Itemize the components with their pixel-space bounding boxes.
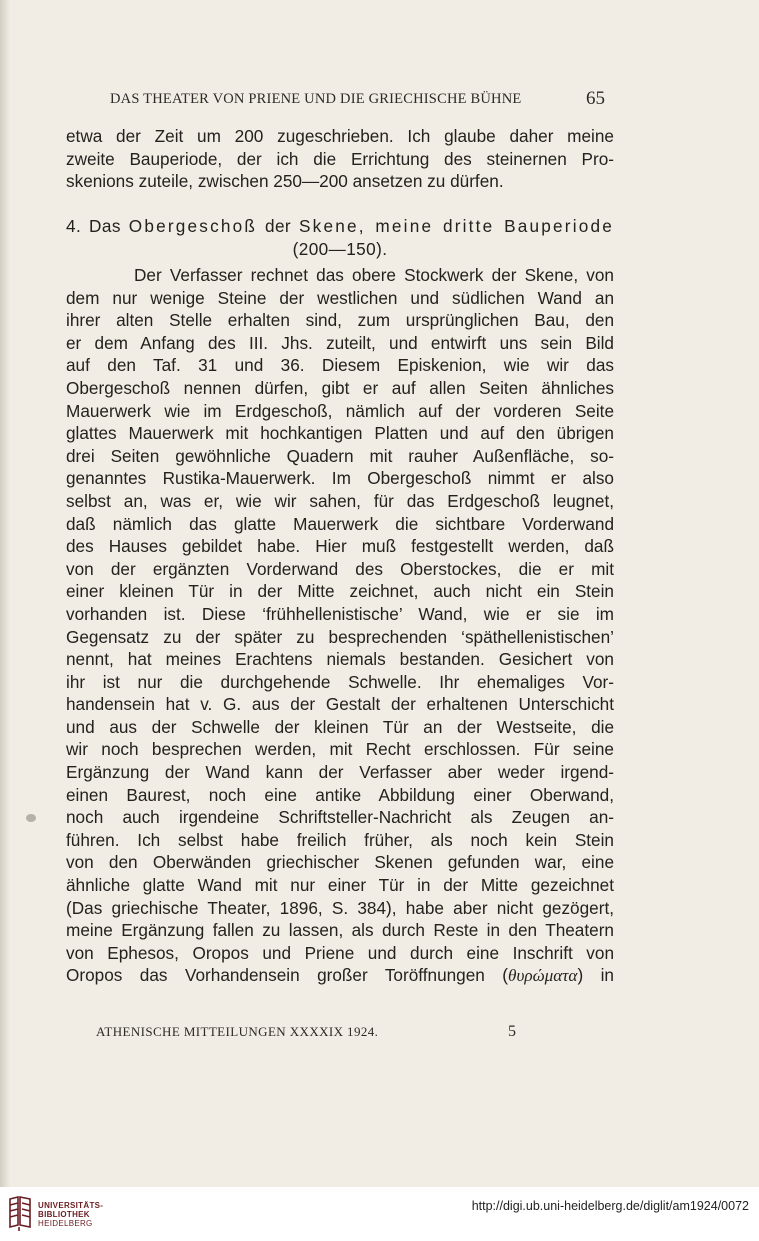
text-line: noch auch irgendeine Schriftsteller-Nachricht als Zeugen an- xyxy=(66,807,614,828)
section-heading xyxy=(66,215,614,260)
text-line: des Hauses gebildet habe. Hier muß festgestellt werden, daß xyxy=(66,536,614,557)
paragraph-2 xyxy=(66,264,614,987)
text-line: zweite Bauperiode, der ich die Errichtung des steinernen Pro- xyxy=(66,148,614,169)
text-line-with-greek: Oropos das Vorhandensein großer Toröffnungen (θυρώματα) in xyxy=(66,965,614,986)
text-line: meine Ergänzung fallen zu lassen, als durch Reste in den Theatern xyxy=(66,920,614,941)
text-line: ähnliche glatte Wand mit nur einer Tür in der Mitte gezeichnet xyxy=(66,875,614,896)
text-line: skenions zuteile, zwischen 250—200 ansetzen zu dürfen. xyxy=(66,171,504,192)
library-name[interactable]: UNIVERSITÄTS- BIBLIOTHEK HEIDELBERG xyxy=(38,1201,104,1228)
paragraph-1 xyxy=(66,125,614,193)
text-line: vorhanden ist. Diese ‘frühhellenistische’ Wand, wie er sie im xyxy=(66,603,614,624)
text-line: glattes Mauerwerk mit hochkantigen Platten und auf den übrigen xyxy=(66,423,614,444)
text-line: daß nämlich das glatte Mauerwerk die sichtbare Vorderwand xyxy=(66,513,614,534)
text-line: selbst an, was er, wie wir sahen, für das Erdgeschoß leugnet, xyxy=(66,490,614,511)
text-line: führen. Ich selbst habe freilich früher, als noch kein Stein xyxy=(66,829,614,850)
text-line: drei Seiten gewöhnliche Quadern mit rauher Außenfläche, so- xyxy=(66,445,614,466)
text-line: Der Verfasser rechnet das obere Stockwerk der Skene, von xyxy=(134,265,614,285)
text-line: dem nur wenige Steine der westlichen und südlichen Wand an xyxy=(66,287,614,308)
signature-number: 5 xyxy=(508,1023,517,1040)
text-line: er dem Anfang des III. Jhs. zuteilt, und entwirft uns sein Bild xyxy=(66,332,614,353)
text-line: auf den Taf. 31 und 36. Diesem Episkenion, wie wir das xyxy=(66,355,614,376)
text-line: ihrer alten Stelle erhalten sind, zum ursprünglichen Bau, den xyxy=(66,310,614,331)
page-number: 65 xyxy=(586,88,605,109)
ink-smudge xyxy=(26,814,36,822)
text-line: von der ergänzten Vorderwand des Oberstockes, die er mit xyxy=(66,558,614,579)
text-line: Gegensatz zu der später zu besprechenden ‘späthellenistischen’ xyxy=(66,626,614,647)
text-line: genanntes Rustika-Mauerwerk. Im Obergeschoß nimmt er also xyxy=(66,468,614,489)
page-footer xyxy=(96,1024,536,1044)
library-logo-icon[interactable] xyxy=(6,1193,34,1233)
library-footer-bar xyxy=(0,1187,759,1241)
text-line: und aus der Schwelle der kleinen Tür an der Westseite, die xyxy=(66,716,614,737)
heading-line-1: 4. Das Obergeschoß der Skene, meine dritte Bauperiode xyxy=(66,216,614,236)
permalink-url[interactable]: http://digi.ub.uni-heidelberg.de/diglit/am1924/0072 xyxy=(471,1199,749,1213)
running-head-title: DAS THEATER VON PRIENE UND DIE GRIECHISCHE BÜHNE xyxy=(110,91,522,107)
text-line: einer kleinen Tür in der Mitte zeichnet, auch nicht ein Stein xyxy=(66,581,614,602)
text-line: von den Oberwänden griechischer Skenen gefunden war, eine xyxy=(66,852,614,873)
greek-word: θυρώματα xyxy=(508,966,578,986)
text-line: ihr ist nur die durchgehende Schwelle. Ihr ehemaliges Vor- xyxy=(66,671,614,692)
text-line: etwa der Zeit um 200 zugeschrieben. Ich glaube daher meine xyxy=(66,126,614,146)
text-line: Ergänzung der Wand kann der Verfasser aber weder irgend- xyxy=(66,762,614,783)
text-line: wir noch besprechen werden, mit Recht erschlossen. Für seine xyxy=(66,739,614,760)
running-head xyxy=(0,88,759,110)
text-line: einen Baurest, noch eine antike Abbildung einer Oberwand, xyxy=(66,784,614,805)
text-line: von Ephesos, Oropos und Priene und durch eine Inschrift von xyxy=(66,942,614,963)
journal-line: ATHENISCHE MITTEILUNGEN XXXXIX 1924. xyxy=(96,1024,379,1039)
text-line: nennt, hat meines Erachtens niemals bestanden. Gesichert von xyxy=(66,649,614,670)
heading-line-2: (200—150). xyxy=(292,238,388,259)
text-line: (Das griechische Theater, 1896, S. 384), habe aber nicht gezögert, xyxy=(66,897,614,918)
text-line: Mauerwerk wie im Erdgeschoß, nämlich auf der vorderen Seite xyxy=(66,400,614,421)
text-line: Obergeschoß nennen dürfen, gibt er auf allen Seiten ähnliches xyxy=(66,377,614,398)
text-line: handensein hat v. G. aus der Gestalt der erhaltenen Unterschicht xyxy=(66,694,614,715)
